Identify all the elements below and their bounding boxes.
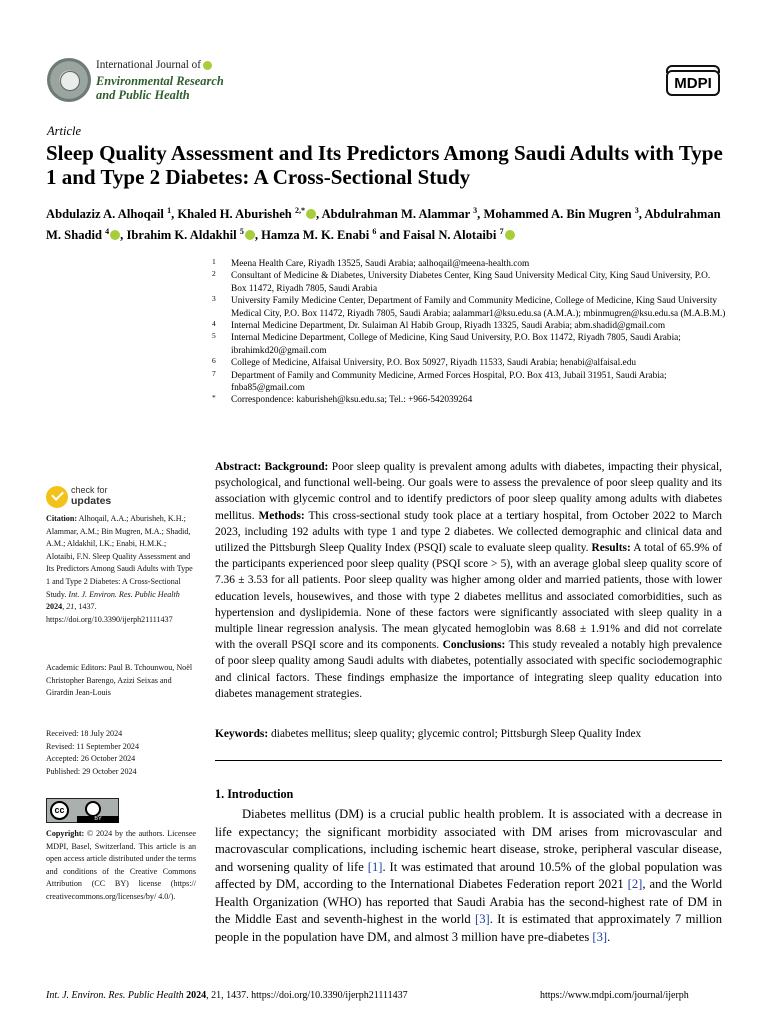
author-name: Ibrahim K. Aldakhil $^5$ — [126, 228, 254, 242]
section-divider — [215, 760, 722, 761]
journal-name — [96, 74, 224, 102]
author-name: Abdulaziz A. Alhoqail $^1$ — [46, 206, 172, 222]
abstract: Abstract: Background: Poor sleep quality is prevalent among adults with diabetes, impacting their physical, psychological, and functional well-being. Our goals were to assess the prevalence of poor sleep quality and its association with glycemic control and to identify predictors of poor sleep quality among adults with diabetes mellitus. Methods: This cross-sectional study took place at a tertiary hospital, from October 2022 to March 2023, including 192 adults with type 1 and type 2 diabetes. We collected demographic and clinical data and utilized the Pittsburgh Sleep Quality Index (PSQI) scale to evaluate sleep quality. Results: A total of 65.9% of the participants experienced poor sleep quality (PSQI score > 5), with an average global sleep quality score of 7.36 ± 3.53 for all patients. Poor sleep quality was higher among older and married patients, those with lower education levels, housewives, and those with type 2 diabetes mellitus and associated comorbidities, such as hypertension and dyslipidemia. None of these factors were significantly associated with sleep quality in a multiple linear regression analysis. The mean glycated hemoglobin was 8.68 ± 1.91% and did not correlate with the overall PSQI score and its components. Conclusions: This study revealed a notably high prevalence of poor sleep quality among Saudi adults with diabetes, potentially associated with specific sociodemographic and clinical factors. These findings emphasize the importance of integrating sleep quality education into diabetes management strategies. — [215, 461, 722, 700]
received-date: Received: 18 July 2024 — [46, 729, 123, 738]
journal-mark-icon — [203, 61, 212, 70]
affiliation-item — [212, 258, 727, 270]
citation-block: Citation: Alhoqail, A.A.; Aburisheh, K.H.; Alammar, A.M.; Bin Mugren, M.A.; Shadid, A.M.; Aldakhil, I.K.; Enabi, H.M.K.; Alotaibi, F.N. Sleep Quality Assessment and Its Predictors Among Saudi Adults with Type 1 and Type 2 Diabetes: A Cross-Sectional Study. Int. J. Environ. Res. Public Health 2024, 21, 1437. https://doi.org/10.3390/ijerph21111437 — [46, 514, 193, 624]
author-name: Abdulrahman M. Alammar $^3$ — [321, 206, 478, 222]
reference-link[interactable]: [3] — [592, 929, 608, 944]
affiliation-text: Consultant of Medicine & Diabetes, University Diabetes Center, King Saud University Medical City, King Saud University, P.O. Box 11472, Riyadh 7805, Saudi Arabia — [231, 271, 711, 294]
section-heading-introduction: 1. Introduction — [215, 787, 294, 801]
published-date: Published: 29 October 2024 — [46, 766, 137, 776]
affiliation-item — [212, 357, 727, 369]
keywords: Keywords: diabetes mellitus; sleep quality; glycemic control; Pittsburgh Sleep Quality Index — [215, 728, 642, 740]
cc-by-license-badge[interactable]: cc BY — [46, 798, 119, 823]
affiliation-text: Meena Health Care, Riyadh 13525, Saudi Arabia; aalhoqail@meena-health.com — [231, 259, 530, 269]
affiliation-number: 5 — [212, 331, 216, 341]
affiliation-text: Internal Medicine Department, College of Medicine, King Saud University, P.O. Box 11472, Riyadh 7805, Saudi Arabia; ibrahimkd20@gmail.com — [231, 333, 681, 356]
copyright-notice: Copyright: © 2024 by the authors. Licensee MDPI, Basel, Switzerland. This article is an open access article distributed under the terms and conditions of the Creative Commons Attribution (CC BY) license (https:// creativecommons.org/licenses/by/ 4.0/). — [46, 829, 196, 901]
article-dates — [46, 728, 196, 778]
affiliation-number: 1 — [212, 257, 216, 266]
citation-doi-link[interactable]: https://doi.org/10.3390/ijerph21111437 — [46, 614, 173, 624]
affiliation-text: Internal Medicine Department, Dr. Sulaiman Al Habib Group, Riyadh 13325, Saudi Arabia; abm.shadid@gmail.com — [231, 321, 666, 332]
revised-date: Revised: 11 September 2024 — [46, 741, 139, 751]
check-for-updates-badge[interactable]: check for updates — [46, 484, 166, 514]
affiliation-text: College of Medicine, Alfaisal University, P.O. Box 50927, Riyadh 11533, Saudi Arabia; henabi@alfaisal.edu — [231, 358, 636, 369]
journal-name-line1: International Journal of — [96, 59, 212, 71]
journal-name-line3: and Public Health — [96, 88, 190, 102]
affiliation-number: 3 — [212, 294, 216, 304]
affiliation-item — [212, 332, 727, 357]
author-list: Abdulaziz A. Alhoqail $^1$, Khaled H. Aburisheh $^{2,*}$ , Abdulrahman M. Alammar $^3$, Mohammed A. Bin Mugren $^3$, Abdulrahman M. Shadid $^4$ , Ibrahim K. Aldakhil $^5$ , Hamza M. K. Enabi $^6$ and Faisal N. Alotaibi $^7$ — [46, 206, 721, 243]
orcid-icon[interactable] — [110, 230, 120, 240]
affiliation-number: 4 — [212, 319, 216, 329]
affiliation-item — [212, 295, 727, 320]
author-name: Mohammed A. Bin Mugren $^3$ — [483, 206, 639, 222]
mdpi-logo: MDPI — [666, 70, 720, 96]
accepted-date: Accepted: 26 October 2024 — [46, 754, 136, 764]
reference-link[interactable]: [1] — [367, 859, 383, 874]
article-type: Article — [47, 124, 82, 138]
author-name: Abdulrahman M. Shadid $^4$ — [46, 207, 721, 243]
author-name: Hamza M. K. Enabi $^6$ — [261, 227, 377, 243]
affiliation-number: 2 — [212, 269, 216, 279]
journal-name-line2: Environmental Research — [96, 74, 224, 88]
affiliation-number: 7 — [212, 368, 216, 378]
academic-editors: Academic Editors: Paul B. Tchounwou, Noël Christopher Barengo, Azizi Seixas and Girardin Jean-Louis — [46, 663, 193, 698]
orcid-icon[interactable] — [306, 209, 316, 219]
footer-citation: Int. J. Environ. Res. Public Health 2024, 21, 1437. https://doi.org/10.3390/ijerph21111437 — [46, 990, 408, 1001]
footer-journal-url[interactable]: https://www.mdpi.com/journal/ijerph — [540, 990, 689, 1001]
introduction-paragraph: Diabetes mellitus (DM) is a crucial public health problem. It is associated with a decrease in life expectancy; the significant morbidity associated with DM arises from microvascular and macrovascular complications, including ischemic heart disease, stroke, peripheral vascular disease, and worsening quality of life [1]. It was estimated that around 10.5% of the global population was affected by DM, according to the International Diabetes Federation report 2021 [2], and the World Health Organization (WHO) has reported that Saudi Arabia has the second-highest rate of DM in the Middle East and seventh-highest in the world [3]. It is estimated that approximately 7 million people in the population have DM, and almost 3 million have pre-diabetes [3]. — [215, 807, 722, 944]
affiliations — [212, 258, 727, 407]
article-title: Sleep Quality Assessment and Its Predictors Among Saudi Adults with Type 1 and Type 2 Diabetes: A Cross-Sectional Study — [46, 141, 723, 189]
affiliation-text: University Family Medicine Center, Department of Family and Community Medicine, College of Medicine, King Saud University Medical City, P.O. Box 11472, Riyadh 7805, Saudi Arabia; aalammar1@ksu.edu.sa (A.M.A.); mbinmugren@ksu.edu.sa (M.A.B.M.) — [231, 296, 726, 319]
reference-link[interactable]: [2] — [627, 877, 643, 891]
affiliation-text: Correspondence: kaburisheh@ksu.edu.sa; Tel.: +966-542039264 — [231, 395, 473, 406]
affiliation-number: 6 — [212, 356, 216, 366]
affiliation-item — [212, 270, 727, 295]
cc-icon: cc — [50, 801, 69, 820]
orcid-icon[interactable] — [505, 230, 515, 240]
author-name: Faisal N. Alotaibi $^7$ — [403, 228, 515, 242]
orcid-icon[interactable] — [245, 230, 255, 240]
journal-seal-logo — [47, 58, 91, 102]
reference-link[interactable]: [3] — [475, 912, 490, 926]
person-icon — [85, 801, 101, 817]
affiliation-text: Department of Family and Community Medicine, Armed Forces Hospital, P.O. Box 413, Jubail 31951, Saudi Arabia; fnba85@gmail.com — [231, 370, 667, 394]
author-name: Khaled H. Aburisheh $^{2,*}$ — [177, 207, 316, 221]
affiliation-item — [212, 394, 727, 406]
affiliation-number: * — [212, 393, 216, 403]
check-updates-icon — [46, 486, 68, 508]
affiliation-item — [212, 370, 727, 395]
affiliation-item — [212, 320, 727, 332]
